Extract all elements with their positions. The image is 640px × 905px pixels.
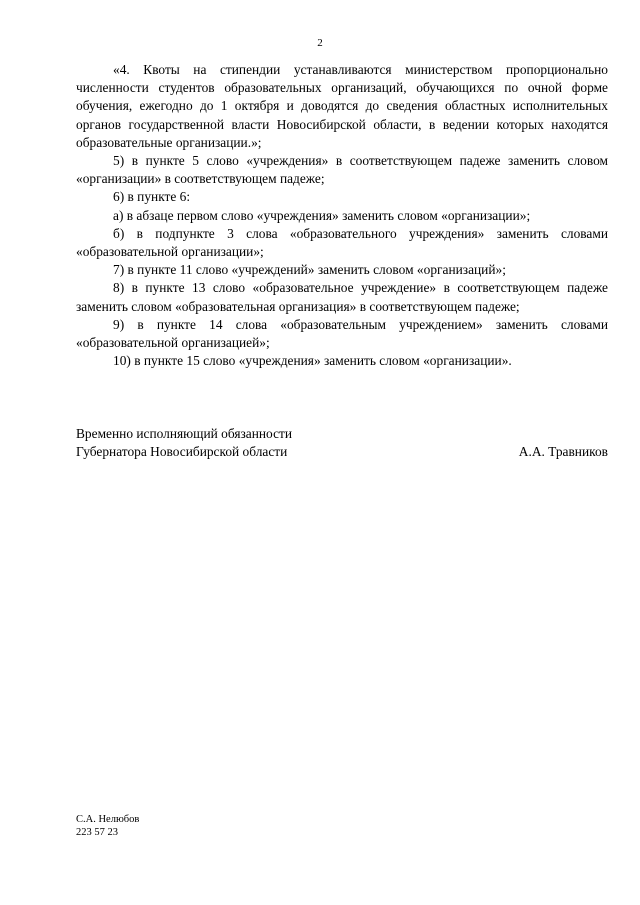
paragraph-item-7: 7) в пункте 11 слово «учреждений» заменить словом «организаций»; [113, 262, 506, 278]
signature-position-line1 [76, 425, 608, 443]
signature-position-text2: Губернатора Новосибирской области [76, 444, 288, 460]
paragraph-item-8: 8) в пункте 13 слово «образовательное учреждение» в соответствующем падеже заменить словом «образовательная организация» в соответствующем падеже; [76, 280, 608, 314]
document-body [76, 61, 608, 370]
signature-position-text1: Временно исполняющий обязанности [76, 426, 293, 441]
paragraph-item-6b: б) в подпункте 3 слова «образовательного учреждения» заменить словами «образовательной организации»; [76, 225, 608, 260]
paragraph-item-6: 6) в пункте 6: [113, 189, 191, 205]
paragraph-item-10: 10) в пункте 15 слово «учреждения» заменить словом «организации». [113, 353, 512, 369]
page-number: 2 [317, 37, 323, 49]
signature-block [76, 425, 608, 461]
paragraph-item-5: 5) в пункте 5 слово «учреждения» в соответствующем падеже заменить словом «организации» в соответствующем падеже; [76, 153, 608, 187]
executor-info [76, 814, 139, 839]
signatory-name: А.А. Травников [518, 444, 608, 460]
executor-phone: 223 57 23 [76, 826, 118, 838]
paragraph-quota: «4. Квоты на стипендии устанавливаются министерством пропорционально численности студентов образовательных организаций, обучающихся по очной форме обучения, ежегодно до 1 октября и доводятся до сведения областных исполнительных органов государственной власти Новосибирской области, в ведении которых находятся образовательные организации.»; [76, 62, 608, 150]
executor-name: С.А. Нелюбов [76, 814, 140, 825]
paragraph-item-6a: а) в абзаце первом слово «учреждения» заменить словом «организации»; [113, 207, 531, 223]
paragraph-item-9: 9) в пункте 14 слова «образовательным учреждением» заменить словами «образовательной организацией»; [76, 316, 608, 351]
signature-position-line2 [76, 443, 608, 461]
